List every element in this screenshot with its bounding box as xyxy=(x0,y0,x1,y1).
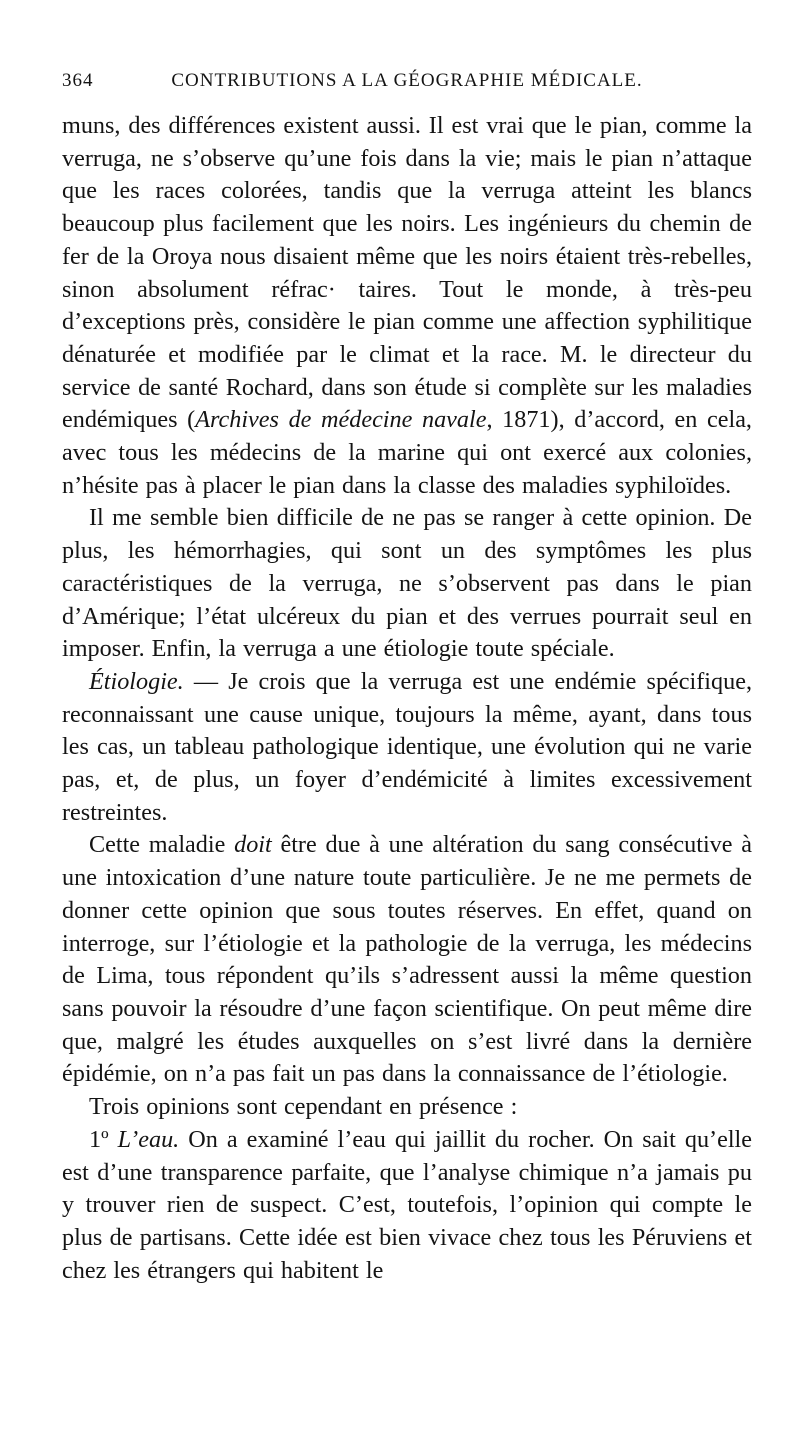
item-heading-eau: L’eau. xyxy=(117,1125,180,1153)
paragraph-1 xyxy=(62,110,752,502)
paragraph-4-text: être due à une altération du sang consécutive à une intoxication d’une nature toute particulière. Je ne me permets de donner cette opinion que sous toutes réserves. En effet, quand on interroge, sur l’étiologie et la pathologie de la verruga, les médecins de Lima, tous répondent qu’ils s’adressent aussi la même question sans pouvoir la résoudre d’une façon scientifique. On peut même dire que, malgré les études auxquelles on s’est livré dans la dernière épidémie, on n’a pas fait un pas dans la connaissance de l’étiologie. xyxy=(62,831,752,1088)
paragraph-3-text: — Je crois que la verruga est une endémie spécifique, reconnaissant une cause unique, toujours la même, ayant, dans tous les cas, un tableau pathologique identique, une évolution qui ne varie pas, et, de plus, un foyer d’endémicité à limites excessivement restreintes. xyxy=(62,667,752,826)
paragraph-3 xyxy=(62,666,752,830)
paragraph-4 xyxy=(62,829,752,1091)
page-number: 364 xyxy=(62,70,94,91)
book-page xyxy=(62,70,752,1287)
paragraph-6-text: On a examiné l’eau qui jaillit du rocher. On sait qu’elle est d’une transparence parfaite, que l’analyse chimique n’a jamais pu y trouver rien de suspect. C’est, toutefois, l’opinion qui compte le plus de partisans. Cette idée est bien vivace chez tous les Péruviens et chez les étrangers qui habitent le xyxy=(62,1125,753,1284)
paragraph-1-text-after: , 1871), d’accord, en cela, avec tous les médecins de la marine qui ont exercé aux colonies, n’hésite pas à placer le pian dans la classe des maladies syphiloïdes. xyxy=(62,406,752,499)
paragraph-2 xyxy=(62,502,752,666)
list-number: 1º xyxy=(89,1125,109,1153)
section-heading-etiologie: Étiologie. xyxy=(89,667,184,695)
running-title: CONTRIBUTIONS A LA GÉOGRAPHIE MÉDICALE. xyxy=(171,70,643,91)
paragraph-5-text: Trois opinions sont cependant en présence : xyxy=(89,1093,518,1121)
journal-title: Archives de médecine navale xyxy=(195,406,487,434)
paragraph-1-text: muns, des différences existent aussi. Il est vrai que le pian, comme la verruga, ne s’observe qu’une fois dans la vie; mais le pian n’attaque que les races colorées, tandis que la verruga atteint les blancs beaucoup plus facilement que les noirs. Les ingénieurs du chemin de fer de la Oroya nous disaient même que les noirs étaient très-rebelles, sinon absolument réfrac· taires. Tout le monde, à très-peu d’exceptions près, considère le pian comme une affection syphilitique dénaturée et modifiée par le climat et la race. M. le directeur du service de santé Rochard, dans son étude si complète sur les maladies endémiques ( xyxy=(62,112,752,434)
paragraph-2-text: Il me semble bien difficile de ne pas se ranger à cette opinion. De plus, les hémorrhagies, qui sont un des symptômes les plus caractéristiques de la verruga, ne s’observent pas dans le pian d’Amérique; l’état ulcéreux du pian et des verrues pourrait seul en imposer. Enfin, la verruga a une étiologie toute spéciale. xyxy=(62,504,752,663)
paragraph-6 xyxy=(62,1124,752,1288)
page-header xyxy=(62,70,752,110)
paragraph-4-text-before: Cette maladie xyxy=(89,831,235,859)
paragraph-5 xyxy=(62,1091,752,1124)
emphasis-doit: doit xyxy=(234,831,272,859)
